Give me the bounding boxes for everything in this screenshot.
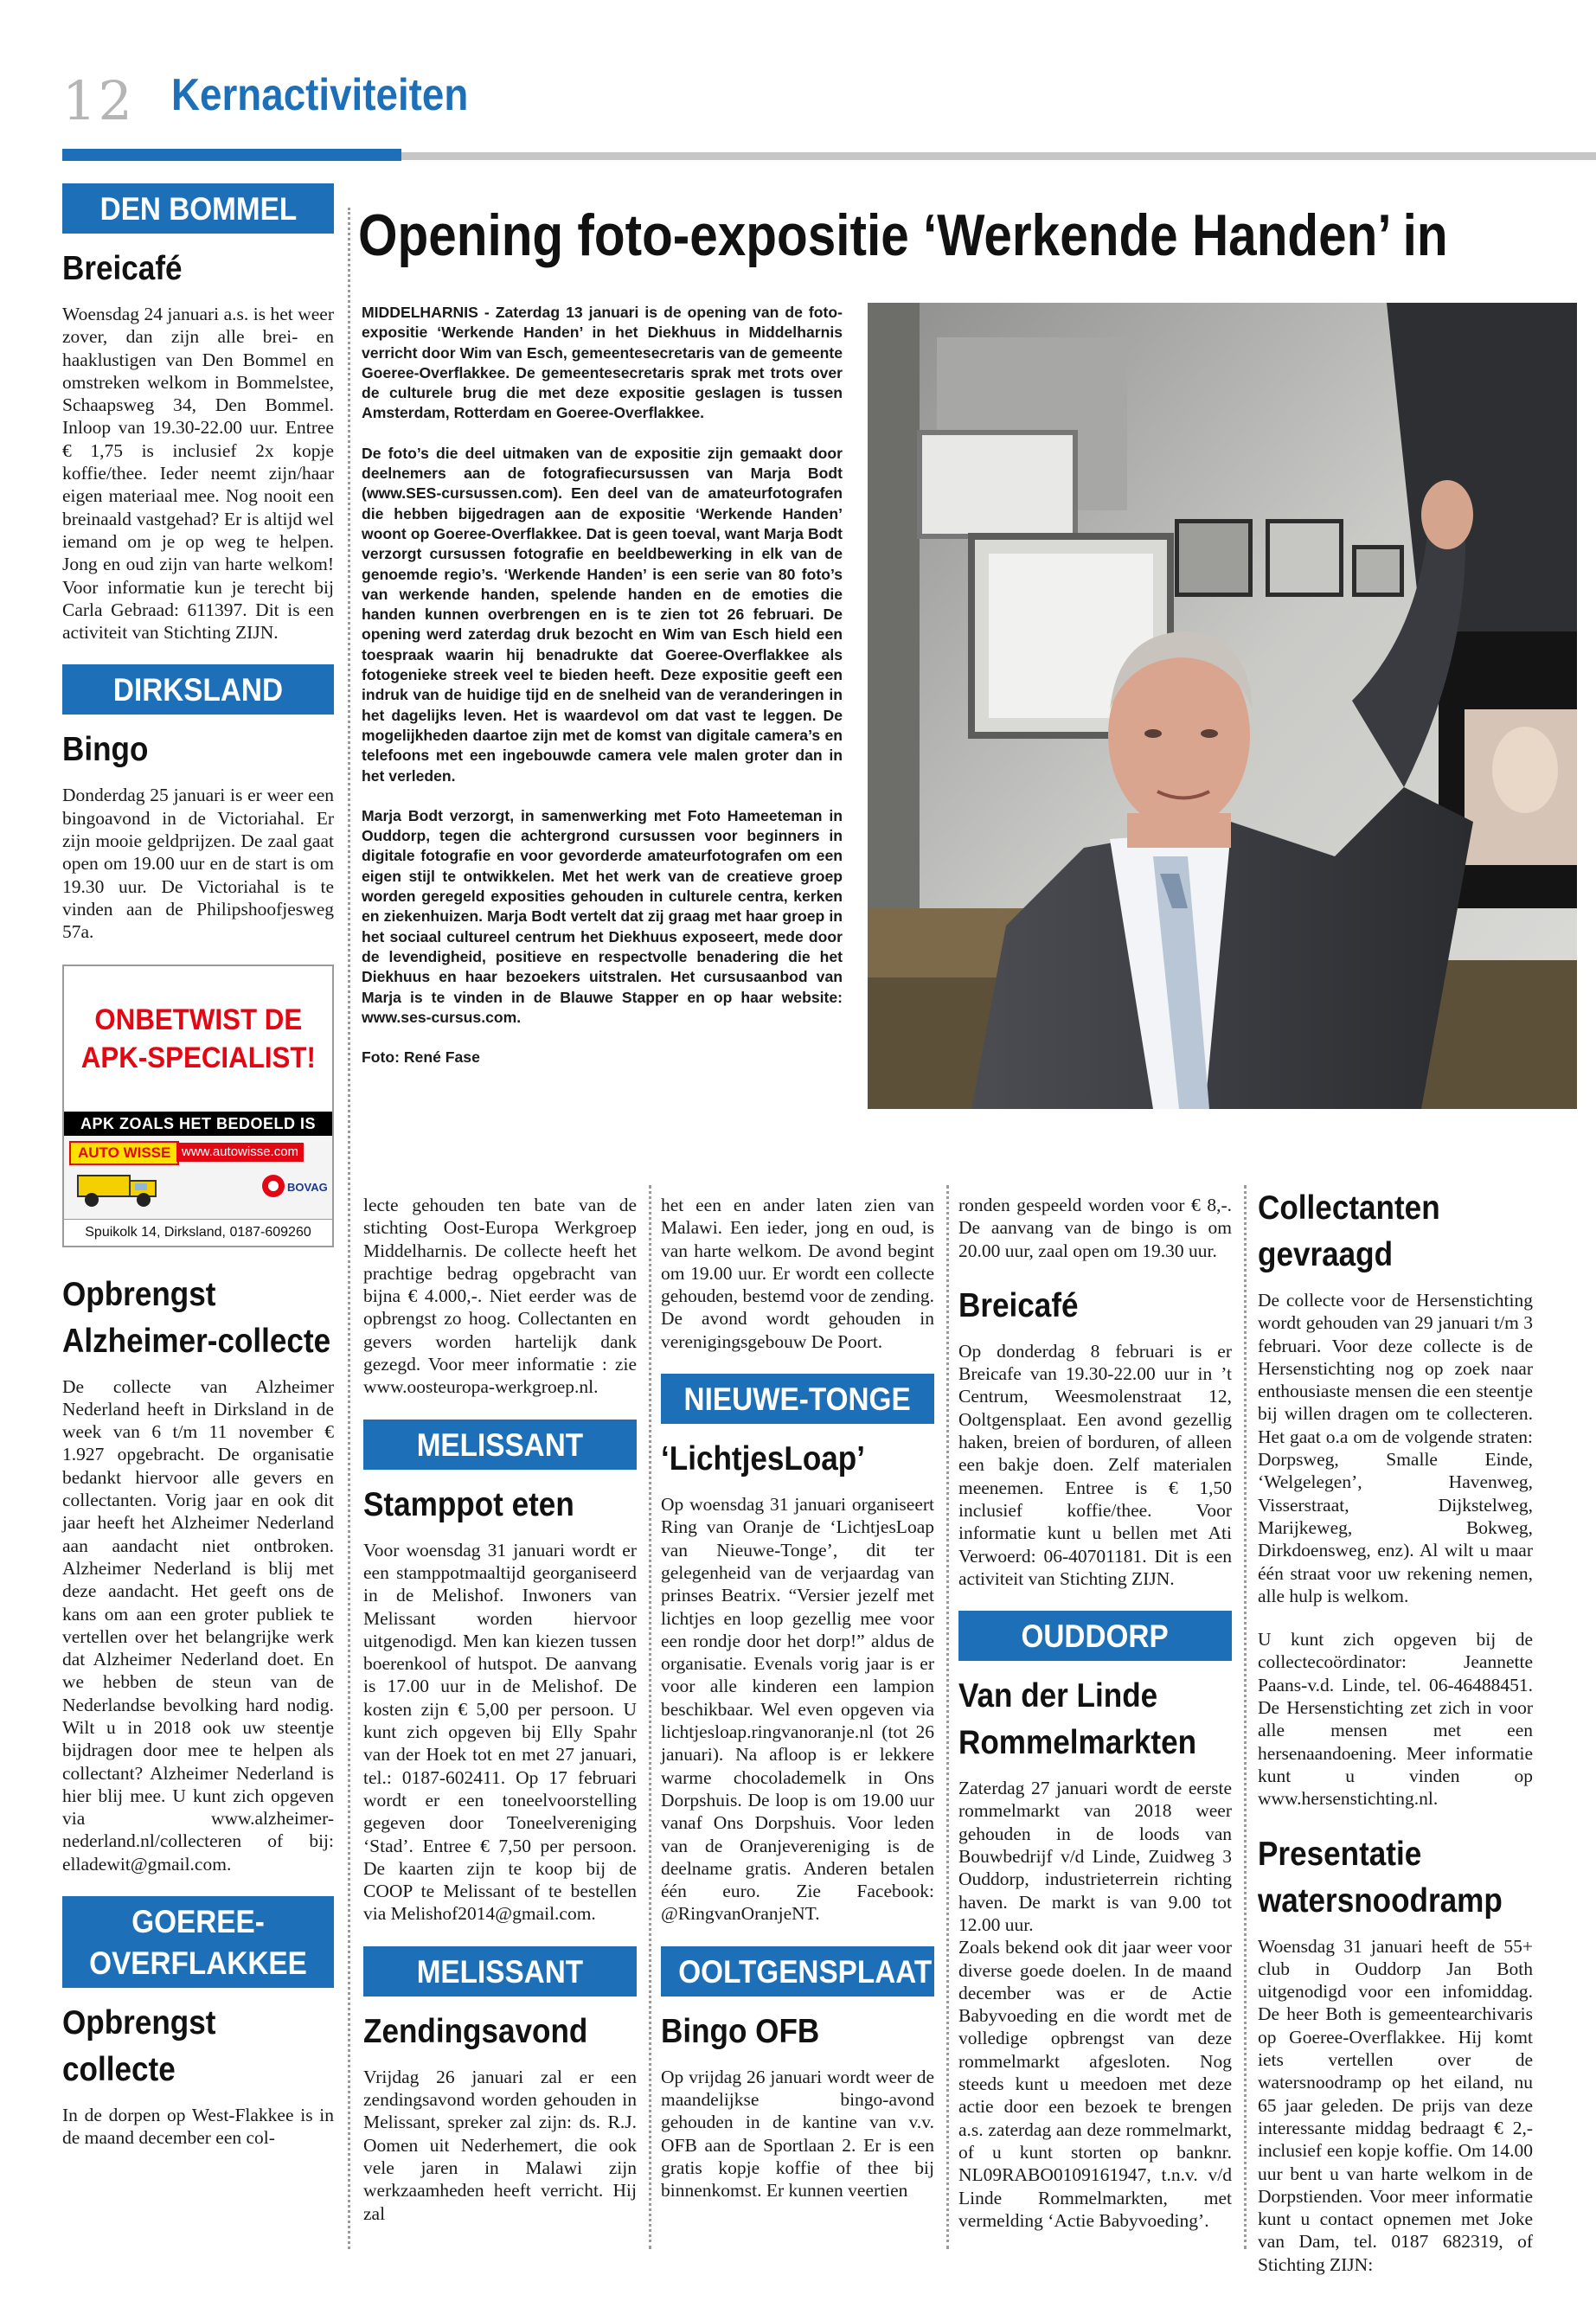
article-headline: Stamppot eten: [363, 1485, 574, 1523]
article-headline: Van der Linde Rommelmarkten: [958, 1677, 1197, 1762]
article-headline: Opbrengst collecte: [62, 2004, 216, 2089]
region-banner: DIRKSLAND: [62, 664, 334, 715]
article-body: Donderdag 25 januari is er weer een bingoavond in de Victoriahal. Er zijn mooie geldprijzen. De zaal gaat open om 19.00 uur en de start is om 19.30 uur. De Victoriahal is te vinden aan de Philipshoofjesweg 57a.: [62, 785, 334, 943]
photo-credit: Foto: René Fase: [362, 1048, 480, 1067]
main-article-body: [362, 303, 843, 1087]
photo-illustration: [868, 303, 1577, 1109]
main-paragraph: MIDDELHARNIS - Zaterdag 13 januari is de opening van de foto-expositie ‘Werkende Handen’ in het Diekhuus in Middelharnis verricht door Wim van Esch, gemeentesecretaris van de gemeente Goeree-Overflakkee. De gemeentesecretaris sprak met trots over de culturele brug die met deze expositie geslagen is tussen Amsterdam, Rotterdam en Goeree-Overflakkee.: [362, 304, 843, 422]
article-headline: Opbrengst Alzheimer-collecte: [62, 1275, 331, 1360]
article-photo: [868, 303, 1577, 1109]
region-banner: GOEREE-OVERFLAKKEE: [62, 1896, 334, 1988]
article-headline: Bingo OFB: [661, 2012, 820, 2050]
column-divider: [348, 208, 350, 2249]
ad-brand: AUTO WISSE: [69, 1141, 179, 1165]
region-banner: OUDDORP: [958, 1611, 1232, 1661]
article-body: Op donderdag 8 februari is er Breicafe van 19.30-22.00 uur in ’t Centrum, Weesmolenstraat 12, Ooltgensplaat. Een avond gezellig haken, breien of borduren, of alleen een bakje doen. Zelf materialen meenemen. Entree is € 1,50 inclusief koffie/thee. Voor informatie kunt u bellen met Ati Verwoerd: 06-40701181. Dit is een activiteit van Stichting ZIJN.: [958, 1340, 1232, 1589]
ad-tagline: APK ZOALS HET BEDOELD IS: [64, 1112, 332, 1136]
column-b: [363, 1194, 637, 2246]
article-body: ronden gespeeld worden voor € 8,-. De aanvang van de bingo is om 20.00 uur, zaal open om 19.30 uur.: [958, 1195, 1232, 1261]
article-body: In de dorpen op West-Flakkee is in de maand december een col-: [62, 2105, 334, 2149]
article-headline: Zendingsavond: [363, 2012, 588, 2050]
article-body: De collecte van Alzheimer Nederland heeft in Dirksland in de week van 6 t/m 11 november € 1.927 opgebracht. De organisatie bedankt hiervoor alle gevers en collectanten. Vorig jaar en ook dit jaar heeft het Alzheimer Nederland aan aandacht niet ontbroken. Alzheimer Nederland is blij met deze aandacht. Het geeft ons de kans om aan een groter publiek te vertellen over het belangrijke werk dat Alzheimer Nederland doet. En we hebben de steun van de Nederlandse bevolking hard nodig. Wilt u in 2018 ook uw steentje bijdragen door mee te helpen als collectant? Alzheimer Nederland is hier blij mee. U kunt zich opgeven via www.alzheimer-nederland.nl/collecteren of bij: elladewit@gmail.com.: [62, 1375, 334, 1875]
article-body: Vrijdag 26 januari zal er een zendingsavond worden gehouden in Melissant, spreker zal zijn: ds. R.J. Oomen uit Nederhemert, die ook vele jaren in Malawi zijn werkzaamheden heeft verricht. Hij zal: [363, 2066, 637, 2224]
bovag-logo-icon: [261, 1170, 328, 1202]
main-paragraph: Marja Bodt verzorgt, in samenwerking met Foto Hameeteman in Ouddorp, tegen die achtergrond cursussen voor beginners in digitale fotografie en voor gevorderde amateurfotografen om een eigen stijl te ontwikkelen. Met het werk van de creatieve groep worden geregeld exposities gehouden in culturele centra, kerken en ziekenhuizen. Marja Bodt vertelt dat zij graag met haar groep in het sociaal cultureel centrum het Diekhuus exposeert, mede door de levendigheid, positieve en respectvolle benadering die het Diekhuus en haar bezoekers uitstralen. Het cursusaanbod van Marja is te vinden in de Blauwe Stapper en op haar website: www.ses-cursus.com.: [362, 806, 843, 1026]
article-body: Woensdag 24 januari a.s. is het weer zover, dan zijn alle brei- en haaklustigen van Den Bommel en omstreken welkom in Bommelstee, Schaapsweg 34, Den Bommel. Inloop van 19.30-22.00 uur. Entree € 1,75 is inclusief 2x kopje koffie/thee. Ieder neemt zijn/haar eigen materiaal mee. Nog nooit een breinaald vastgehad? Er is altijd wel iemand om je op weg te helpen. Jong en oud zijn van harte welkom! Voor informatie kun je terecht bij Carla Gebraad: 611397. Dit is een activiteit van Stichting ZIJN.: [62, 304, 334, 644]
truck-icon: [76, 1167, 163, 1210]
article-headline: Presentatie watersnoodramp: [1258, 1835, 1503, 1920]
article-headline: ‘LichtjesLoap’: [661, 1440, 865, 1478]
article-body: Zaterdag 27 januari wordt de eerste rommelmarkt van 2018 weer gehouden in de loods van Bouwbedrijf v/d Linde, Zuidweg 3 Ouddorp, industrieterrein richting haven. De markt is van 9.00 tot 12.00 uur. Zoals bekend ook dit jaar weer voor diverse goede doelen. In de maand december was er de Actie Babyvoeding en die wordt met de volledige opbrengst van deze rommelmarkt afgesloten. Nog steeds kunt u meedoen met deze actie door een bezoek te brengen a.s. zaterdag aan deze rommelmarkt, of u kunt storten op banknr. NL09RABO0109161947, t.n.v. v/d Linde Rommelmarkten, met vermelding ‘Actie Babyvoeding’.: [958, 1778, 1232, 2231]
header-rule-blue: [62, 149, 401, 161]
header-rule-gray: [401, 152, 1596, 160]
article-body: Voor woensdag 31 januari wordt er een stamppotmaaltijd georganiseerd in de Melishof. Inwoners van Melissant worden hiervoor uitgenodigd. Men kan kiezen tussen boerenkool of hutspot. De aanvang is 17.00 uur in de Melishof. De kosten zijn € 5,00 per persoon. U kunt zich opgeven bij Elly Spahr van der Hoek tot en met 27 januari, tel.: 0187-602411. Op 17 februari wordt er een toneelvoorstelling gegeven door Toneelvereniging ‘Stad’. Entree € 7,50 per persoon. De kaarten zijn te koop bij de COOP te Melissant of te bestellen via Melishof2014@gmail.com.: [363, 1539, 637, 1925]
region-banner: MELISSANT: [363, 1420, 637, 1470]
article-headline: Collectanten gevraagd: [1258, 1189, 1440, 1273]
main-article-title: Opening foto-expositie ‘Werkende Handen’ in: [358, 202, 1448, 268]
article-body: het een en ander laten zien van Malawi. Een ieder, jong en oud, is van harte welkom. De avond begint om 19.00 uur. Er wordt een collecte gehouden, bestemd voor de zending. De avond wordt gehouden in verenigingsgebouw De Poort.: [661, 1195, 934, 1352]
column-c: [661, 1194, 934, 2223]
column-divider: [946, 1185, 949, 2249]
article-headline: Breicafé: [62, 250, 183, 287]
ad-line: ONBETWIST DE: [94, 1003, 302, 1036]
page-number: 12: [62, 69, 134, 132]
column-divider: [649, 1185, 651, 2249]
article-body: Op woensdag 31 januari organiseert Ring van Oranje de ‘LichtjesLoap van Nieuwe-Tonge’, dit ter gelegenheid van de verjaardag van prinses Beatrix. “Versier jezelf met lichtjes en loop gezellig mee voor een rondje door het dorp!” aldus de organisatie. Evenals vorig jaar is er voor alle kinderen een lampion beschikbaar. Wel even opgeven via lichtjesloap.ringvanoranje.nl (tot 26 januari). Na afloop is er lekkere warme chocolademelk in Ons Dorpshuis. De loop is om 19.00 uur vanaf Ons Dorpshuis. Voor leden van de Oranjevereniging is de deelname gratis. Anderen betalen één euro. Zie Facebook: @RingvanOranjeNT.: [661, 1494, 934, 1925]
region-banner: NIEUWE-TONGE: [661, 1374, 934, 1424]
article-headline: Breicafé: [958, 1286, 1079, 1324]
apk-advertisement[interactable]: [62, 965, 334, 1247]
ad-address: Spuikolk 14, Dirksland, 0187-609260: [64, 1219, 332, 1246]
column-divider: [1244, 1185, 1247, 2249]
column-d: [958, 1194, 1232, 2253]
article-headline: Bingo: [62, 731, 149, 769]
ad-url[interactable]: www.autowisse.com: [176, 1143, 304, 1162]
article-body: lecte gehouden ten bate van de stichting Oost-Europa Werkgroep Middelharnis. De collecte heeft het prachtige bedrag opgebracht van bijna € 4.000,-. Niet eerder was de opbrengst zo hoog. Collectanten en gevers worden hartelijk dank gezegd. Voor meer informatie : zie www.oosteuropa-werkgroep.nl.: [363, 1195, 637, 1398]
column-left: [62, 183, 334, 2170]
region-banner: OOLTGENSPLAAT: [661, 1946, 934, 1997]
ad-line: APK-SPECIALIST!: [80, 1041, 316, 1074]
main-paragraph: De foto’s die deel uitmaken van de expositie zijn gemaakt door deelnemers aan de fotografiecursussen van Marja Bodt (www.SES-cursussen.com). Een deel van de amateurfotografen die hebben bijgedragen aan de expositie ‘Werkende Handen’ woont op Goeree-Overflakkee. Dat is geen toeval, want Marja Bodt verzorgt cursussen fotografie en beeldbewerking in elk van de genoemde regio’s. ‘Werkende Handen’ is een serie van 80 foto’s van werkende handen, spelende handen en de emoties die handen kunnen overbrengen en is te zien tot 26 februari. De opening werd zaterdag druk bezocht en Wim van Esch hield een toespraak waarin hij benadrukte dat Goeree-Overflakkee als fotogenieke streek veel te bieden heeft. Deze expositie geeft een indruk van de huidige tijd en de snelheid van de veranderingen in het dagelijks leven. Het is waardevol om dat vast te leggen. De mogelijkheden daartoe zijn met de komst van digitale camera’s en telefoons met een ingebouwde camera vele malen groter dan in het verleden.: [362, 444, 843, 785]
region-banner: MELISSANT: [363, 1946, 637, 1997]
region-banner: DEN BOMMEL: [62, 183, 334, 234]
article-body: De collecte voor de Hersenstichting wordt gehouden van 29 januari t/m 3 februari. Voor deze collecte is de Hersenstichting nog op zoek naar enthousiaste mensen die een steentje bij willen dragen om te collecteren. Het gaat o.a om de volgende straten: Dorpsweg, Smalle Einde, ‘Welgelegen’, Havenweg, Visserstraat, Dijkstelweg, Marijkeweg, Bokweg, Dirkdoensweg, enz). Al wilt u maar één straat voor uw rekening nemen, alle hulp is welkom. U kunt zich opgeven bij de collectecoördinator: Jeannette Paans-v.d. Linde, tel. 06-46488451. De Hersenstichting zet zich in voor alle mensen met een hersenaandoening. Meer informatie kunt u vinden op www.hersenstichting.nl.: [1258, 1290, 1533, 1810]
article-body: Op vrijdag 26 januari wordt weer de maandelijkse bingo-avond gehouden in de kantine van v.v. OFB aan de Sportlaan 2. Er is een gratis kopje koffie of thee bij binnenkomst. Er kunnen veertien: [661, 2066, 934, 2202]
column-e: [1258, 1185, 1533, 2297]
svg-text:BOVAG: BOVAG: [287, 1180, 328, 1194]
article-body: Woensdag 31 januari heeft de 55+ club in Ouddorp Jan Both uitgenodigd voor een infomiddag. De heer Both is gemeentearchivaris op Goeree-Overflakkee. Hij komt iets vertellen over de watersnoodramp op het eiland, nu 65 jaar geleden. De prijs van deze interessante middag bedraagt € 2,- inclusief een kopje koffie. Om 14.00 uur bent u van harte welkom in de Dorpstienden. Voor meer informatie kunt u contact opnemen met Joke van Dam, tel. 0187 682319, of Stichting ZIJN:: [1258, 1935, 1533, 2275]
ad-logo-area: [64, 1136, 332, 1219]
ad-headline: [64, 966, 332, 1112]
section-title: Kernactiviteiten: [171, 70, 469, 120]
